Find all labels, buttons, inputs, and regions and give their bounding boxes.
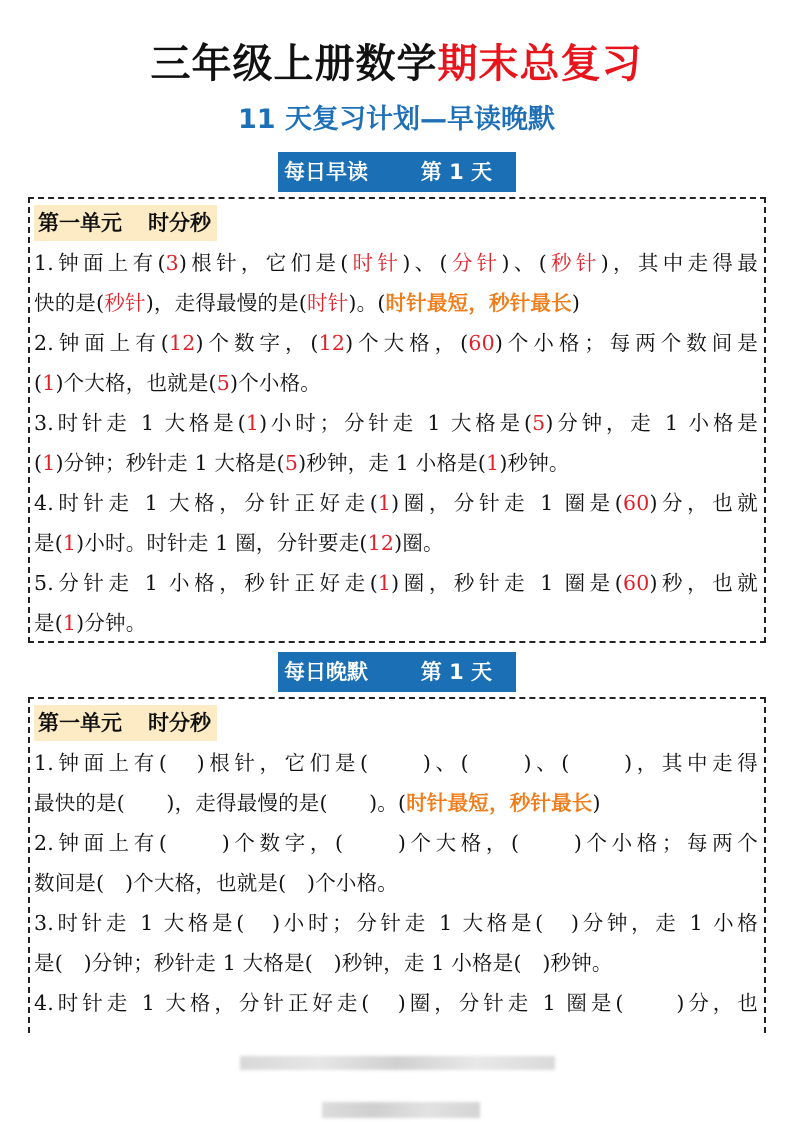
answer-text: 1 [245, 411, 260, 435]
evening-lines [34, 743, 758, 1023]
evening-banner-label: 每日晚默 [284, 660, 368, 684]
evening-unit-topic: 时分秒 [148, 710, 211, 735]
answer-text: 1 [62, 531, 77, 555]
answer-text: 1 [377, 491, 392, 515]
evening-unit-name: 第一单元 [38, 710, 122, 735]
question-text: 是( )分钟；秒针走 1 大格是( )秒钟，走 1 小格是( )秒钟。 [34, 951, 613, 975]
question-text: )，走得最慢的是( [145, 291, 308, 315]
question-text: )圈，秒针走 1 圈是( [391, 571, 623, 595]
morning-text-line [34, 363, 758, 403]
question-text: ( [34, 451, 43, 475]
question-text: )圈。 [394, 531, 444, 555]
evening-text-line [34, 983, 758, 1023]
morning-banner [278, 152, 516, 192]
morning-text-line [34, 283, 758, 323]
morning-text-line [34, 523, 758, 563]
question-text: )、( [402, 251, 448, 275]
evening-unit-heading [34, 705, 217, 741]
question-text: 快的是( [34, 291, 105, 315]
evening-banner [278, 652, 516, 692]
morning-text-line [34, 243, 758, 283]
answer-text: 12 [367, 531, 395, 555]
page-title [0, 36, 793, 92]
question-text: ) [592, 791, 601, 815]
morning-banner-day: 第 1 天 [420, 160, 492, 184]
question-text: ( [34, 371, 43, 395]
question-text: 2.钟面上有( )个数字，( )个大格，( )个小格；每两个 [34, 831, 758, 855]
title-main: 三年级上册数学 [150, 41, 438, 87]
morning-banner-label: 每日早读 [284, 160, 368, 184]
question-text: )个小格；每两个数间是 [494, 331, 758, 355]
evening-text-line [34, 743, 758, 783]
evening-text-line [34, 903, 758, 943]
answer-text: 12 [318, 331, 346, 355]
answer-text: 5 [532, 411, 546, 435]
question-text: ) [571, 291, 581, 315]
evening-text-line [34, 863, 758, 903]
question-text: 是( [34, 611, 63, 635]
morning-unit-heading [34, 205, 217, 241]
morning-text-line [34, 603, 758, 643]
question-text: )秒，也就 [649, 571, 758, 595]
question-text: )分钟，走 1 小格是 [545, 411, 758, 435]
answer-text: 1 [62, 611, 77, 635]
answer-text: 1 [486, 451, 500, 475]
question-text: 3.时针走 1 大格是( )小时；分针走 1 大格是( )分钟，走 1 小格 [34, 911, 758, 935]
question-text: )分，也就 [649, 491, 758, 515]
question-text: )圈，分针走 1 圈是( [391, 491, 623, 515]
blurred-footer-text-2 [322, 1102, 480, 1118]
highlight-note: 时针最短，秒针最长 [385, 291, 572, 315]
evening-dictation-box [28, 697, 766, 1033]
question-text: 2.钟面上有( [34, 331, 169, 355]
answer-text: 1 [42, 371, 56, 395]
question-text: 是( [34, 531, 63, 555]
answer-text: 时针 [307, 291, 349, 315]
morning-text-line [34, 403, 758, 443]
answer-text: 分针 [447, 251, 502, 275]
question-text: )个大格，( [345, 331, 469, 355]
question-text: )分钟。 [76, 611, 147, 635]
question-text: )小时；分针走 1 大格是( [259, 411, 533, 435]
question-text: 1.钟面上有( )根针，它们是( )、( )、( )，其中走得 [34, 751, 758, 775]
answer-text: 1 [377, 571, 392, 595]
evening-text-line [34, 783, 758, 823]
morning-unit-name: 第一单元 [38, 210, 122, 235]
question-text: 最快的是( )，走得最慢的是( )。( [34, 791, 407, 815]
answer-text: 60 [468, 331, 495, 355]
question-text: )秒钟。 [499, 451, 570, 475]
question-text: 1.钟面上有( [34, 251, 166, 275]
answer-text: 秒针 [104, 291, 146, 315]
morning-reading-box [28, 197, 766, 643]
evening-banner-day: 第 1 天 [420, 660, 492, 684]
question-text: 数间是( )个大格，也就是( )个小格。 [34, 871, 398, 895]
question-text: )个大格，也就是( [55, 371, 217, 395]
evening-text-line [34, 943, 758, 983]
answer-text: 1 [42, 451, 56, 475]
answer-text: 3 [165, 251, 179, 275]
morning-text-line [34, 483, 758, 523]
question-text: )、( [501, 251, 547, 275]
evening-text-line [34, 823, 758, 863]
question-text: 5.分针走 1 小格，秒针正好走( [34, 571, 378, 595]
question-text: )，其中走得最 [600, 251, 758, 275]
answer-text: 5 [216, 371, 230, 395]
question-text: )个数字，( [195, 331, 319, 355]
highlight-note: 时针最短，秒针最长 [406, 791, 593, 815]
answer-text: 60 [622, 571, 650, 595]
question-text: )个小格。 [230, 371, 321, 395]
morning-unit-topic: 时分秒 [148, 210, 211, 235]
answer-text: 秒针 [546, 251, 601, 275]
question-text: )根针，它们是( [178, 251, 349, 275]
morning-text-line [34, 443, 758, 483]
question-text: 4.时针走 1 大格，分针正好走( [34, 491, 378, 515]
answer-text: 12 [168, 331, 196, 355]
question-text: )小时。时针走 1 圈，分针要走( [76, 531, 368, 555]
question-text: 3.时针走 1 大格是( [34, 411, 246, 435]
answer-text: 5 [284, 451, 299, 475]
answer-text: 时针 [348, 251, 403, 275]
question-text: )分钟；秒针走 1 大格是( [55, 451, 285, 475]
question-text: 4.时针走 1 大格，分针正好走( )圈，分针走 1 圈是( )分，也 [34, 991, 758, 1015]
page-subtitle: 11 天复习计划—早读晚默 [238, 104, 555, 135]
blurred-footer-text [240, 1056, 555, 1070]
morning-text-line [34, 323, 758, 363]
morning-lines [34, 243, 758, 643]
question-text: )。( [348, 291, 386, 315]
morning-text-line [34, 563, 758, 603]
title-highlight: 期末总复习 [437, 41, 643, 87]
answer-text: 60 [622, 491, 650, 515]
question-text: )秒钟，走 1 小格是( [298, 451, 487, 475]
